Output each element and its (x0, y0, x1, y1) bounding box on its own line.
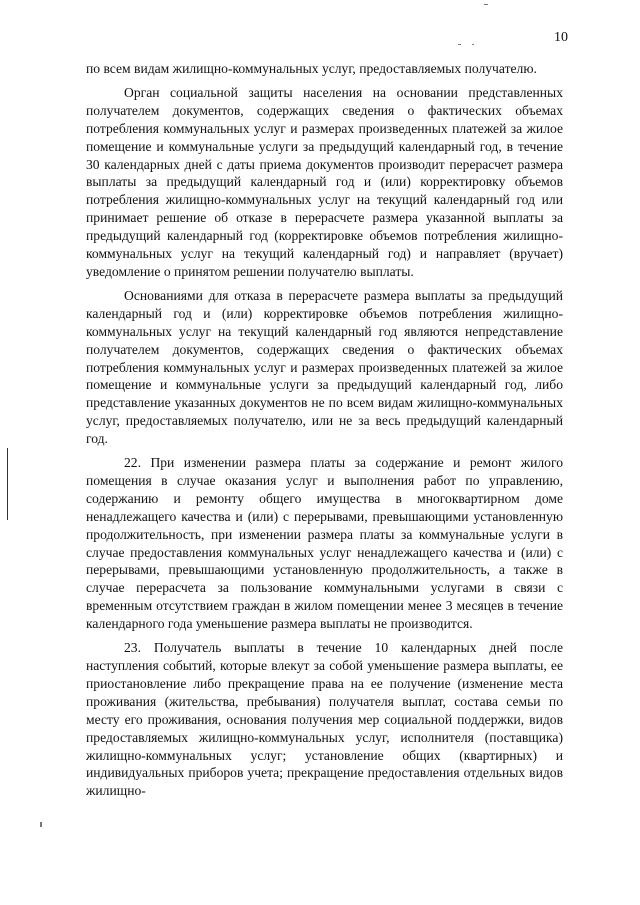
paragraph-item-22: 22. При изменении размера платы за содержание и ремонт жилого помещения в случае оказания услуг и выполнения работ по управлению, содержанию и ремонту общего имущества в многоквартирном доме ненадлежащего качества и (или) с перерывами, превышающими установленную продолжительность, при изменении размера платы за коммунальные услуги в случае предоставления коммунальных услуг ненадлежащего качества и (или) с перерывами, превышающими установленную продолжительность, а также в случае перерасчета за пользование коммунальными услугами в связи с временным отсутствием граждан в жилом помещении менее 3 месяцев в течение календарного года уменьшение размера выплаты не производится. (86, 455, 563, 632)
scan-margin-line (7, 448, 8, 520)
paragraph-item-23: 23. Получатель выплаты в течение 10 календарных дней после наступления событий, которые влекут за собой уменьшение размера выплаты, ее приостановление либо прекращение права на ее получение (изменение места проживания (жительства, пребывания) получателя выплат, состава семьи по месту его проживания, основания получения мер социальной поддержки, видов предоставляемых жилищно-коммунальных услуг, исполнителя (поставщика) жилищно-коммунальных услуг; установление общих (квартирных) и индивидуальных приборов учета; прекращение предоставления отдельных видов жилищно- (86, 640, 563, 799)
scan-speck (458, 44, 461, 45)
scan-speck (472, 44, 474, 45)
paragraph-recalculation: Орган социальной защиты населения на основании представленных получателем документов, содержащих сведения о фактических объемах потребления коммунальных услуг и размерах произведенных платежей за жилое помещение и коммунальные услуги за предыдущий календарный год, в течение 30 календарных дней с даты приема документов производит перерасчет размера выплаты за предыдущий календарный год и (или) корректировку объемов потребления жилищно-коммунальных услуг на текущий календарный год или принимает решение об отказе в перерасчете размера указанной выплаты за предыдущий календарный год (корректировке объемов потребления жилищно-коммунальных услуг на текущий календарный год) и направляет (вручает) уведомление о принятом решении получателю выплаты. (86, 84, 563, 279)
page-number: 10 (554, 30, 568, 45)
paragraph-refusal-grounds: Основаниями для отказа в перерасчете размера выплаты за предыдущий календарный год и (или) корректировке объемов потребления жилищно-коммунальных услуг на текущий календарный год являются непредставление получателем документов, содержащих сведения о фактических объемах потребления коммунальных услуг и размерах произведенных платежей за жилое помещение и коммунальные услуги за предыдущий календарный год, либо представление указанных документов не по всем видам жилищно-коммунальных услуг, предоставляемых получателю, или не за весь предыдущий календарный год. (86, 287, 563, 447)
document-body (86, 60, 563, 806)
paragraph-continuation: по всем видам жилищно-коммунальных услуг, предоставляемых получателю. (86, 61, 537, 76)
scan-speck (484, 4, 488, 5)
scan-speck (40, 822, 42, 827)
